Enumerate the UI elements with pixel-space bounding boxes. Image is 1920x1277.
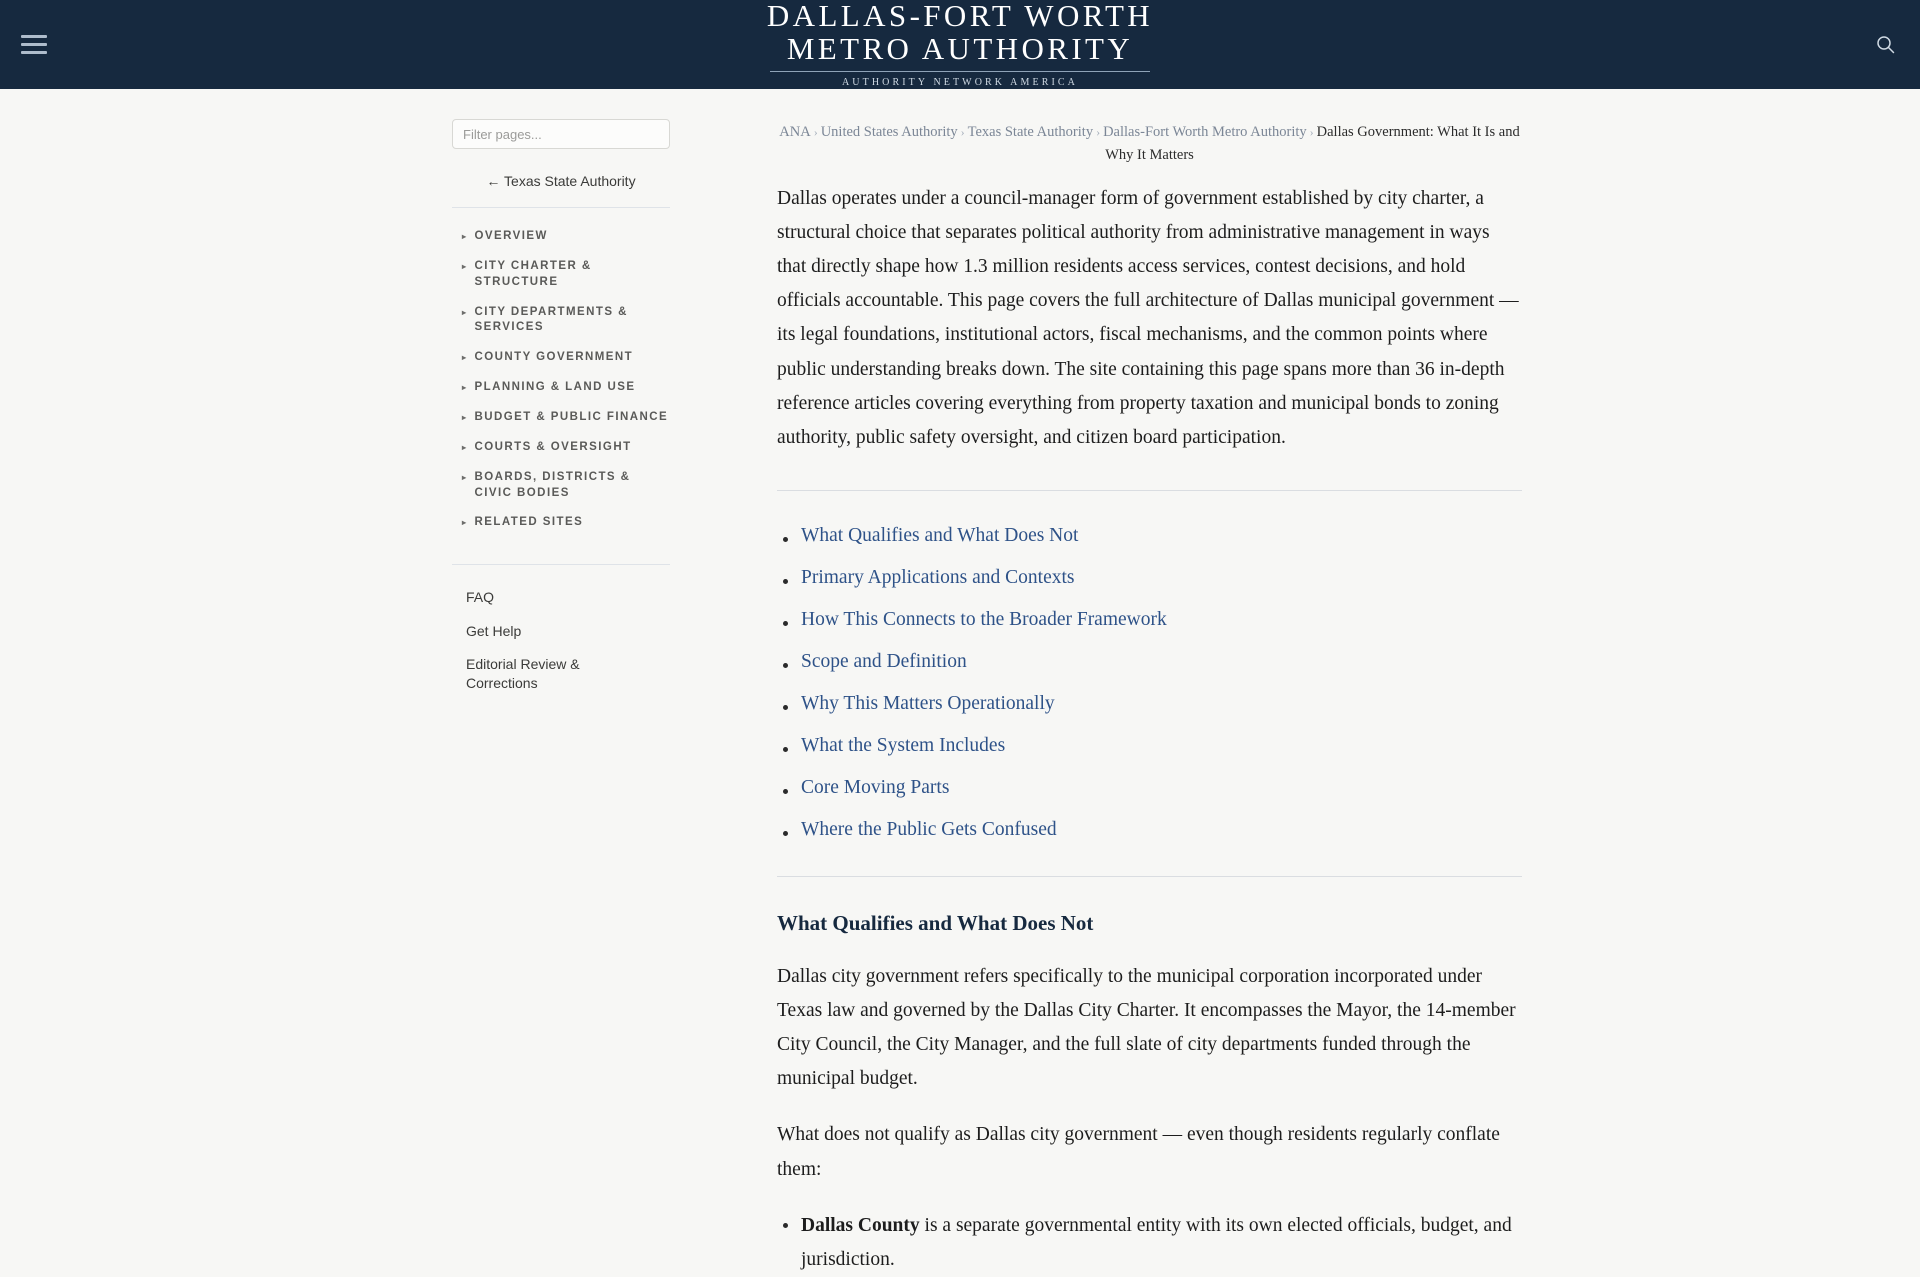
intro-paragraph: Dallas operates under a council-manager form of government established by city charter, a structural choice that separates political authority from administrative management in ways that directly shape how 1.3 million residents access services, contest decisions, and hold officials accountable. This page covers the full architecture of Dallas municipal government — its legal foundations, institutional actors, fiscal mechanisms, and the common points where public understanding breaks down. The site containing this page spans more than 36 in-depth reference articles covering everything from property taxation and municipal bonds to zoning authority, public safety oversight, and citizen board participation.: [777, 187, 1519, 448]
toc-link[interactable]: Why This Matters Operationally: [801, 692, 1055, 714]
search-icon[interactable]: [1868, 28, 1902, 62]
chevron-right-icon: ▸: [462, 232, 468, 241]
chevron-right-icon: ▸: [462, 518, 468, 528]
brand-divider: [770, 71, 1150, 72]
sidebar-item-label: BOARDS, DISTRICTS & CIVIC BODIES: [474, 470, 631, 499]
hamburger-menu-icon[interactable]: [16, 30, 52, 60]
section-paragraph-2: What does not qualify as Dallas city government — even though residents regularly conflate them:: [777, 1124, 1500, 1180]
section-heading: What Qualifies and What Does Not: [777, 910, 1094, 935]
filter-pages-input[interactable]: [452, 119, 670, 149]
list-item: [777, 735, 1522, 757]
sidebar-item-get-help[interactable]: Get Help: [466, 622, 522, 639]
site-title-line-2: METRO AUTHORITY: [786, 31, 1134, 66]
sidebar-item-label: BUDGET & PUBLIC FINANCE: [474, 411, 669, 424]
list-item: [777, 819, 1522, 841]
sidebar-item-city-departments-services[interactable]: [452, 298, 670, 344]
bullet-description: is a separate governmental entity with its own elected officials, budget, and jurisdiction.: [801, 1214, 1512, 1270]
list-item: [777, 609, 1522, 631]
bullet-term: Dallas County: [801, 1214, 920, 1236]
sidebar-nav-list: [452, 208, 670, 548]
page-shell: [0, 89, 1920, 1277]
toc-link[interactable]: What the System Includes: [801, 734, 1006, 756]
breadcrumb-link-dallas-fort-worth-metro-authority[interactable]: Dallas-Fort Worth Metro Authority: [1103, 124, 1307, 140]
list-item: [777, 1209, 1522, 1277]
breadcrumb-link-texas-state-authority[interactable]: Texas State Authority: [967, 124, 1094, 140]
list-item: [777, 777, 1522, 799]
list-item: [777, 525, 1522, 547]
breadcrumb-separator-icon: ›: [960, 125, 965, 139]
chevron-right-icon: ▸: [462, 413, 468, 423]
sidebar-item-label: COUNTY GOVERNMENT: [474, 351, 634, 364]
list-item: [777, 567, 1522, 589]
list-item: [777, 651, 1522, 673]
divider-below-toc: [777, 876, 1522, 877]
exclusions-list: [777, 1209, 1522, 1277]
sidebar: [452, 89, 670, 701]
sidebar-item-label: CITY CHARTER & STRUCTURE: [474, 259, 592, 288]
toc-link[interactable]: Scope and Definition: [801, 650, 967, 672]
toc-link[interactable]: What Qualifies and What Does Not: [801, 524, 1079, 546]
toc-link[interactable]: Primary Applications and Contexts: [801, 566, 1075, 588]
sidebar-item-city-charter-structure[interactable]: [452, 252, 670, 298]
sidebar-item-county-government[interactable]: [452, 343, 670, 373]
chevron-right-icon: ▸: [462, 353, 468, 363]
chevron-right-icon: ▸: [462, 383, 468, 393]
section-paragraph-1: Dallas city government refers specifically to the municipal corporation incorporated under Texas law and governed by the Dallas City Charter. It encompasses the Mayor, the 14-member City Council, the City Manager, and the full slate of city departments funded through the municipal budget.: [777, 965, 1516, 1090]
breadcrumb-link-ana[interactable]: ANA: [779, 124, 811, 140]
hamburger-bar: [21, 51, 47, 54]
sidebar-item-editorial-review-corrections[interactable]: Editorial Review & Corrections: [466, 655, 580, 692]
main-content: [777, 89, 1522, 1277]
divider-above-toc: [777, 490, 1522, 491]
chevron-right-icon: ▸: [462, 442, 468, 452]
site-header: [0, 0, 1920, 89]
toc-link[interactable]: Core Moving Parts: [801, 776, 950, 798]
sidebar-item-planning-land-use[interactable]: [452, 373, 670, 403]
breadcrumb-link-united-states-authority[interactable]: United States Authority: [820, 124, 958, 140]
sidebar-utility-list: [452, 565, 670, 700]
back-to-parent-link[interactable]: ← Texas State Authority: [486, 173, 636, 189]
sidebar-item-label: OVERVIEW: [474, 230, 548, 242]
sidebar-item-label: RELATED SITES: [474, 516, 584, 529]
sidebar-item-boards-districts-civic-bodies[interactable]: [452, 463, 670, 509]
chevron-right-icon: ▸: [462, 472, 468, 482]
table-of-contents: [777, 525, 1522, 841]
breadcrumb-separator-icon: ›: [1309, 125, 1314, 139]
sidebar-item-label: COURTS & OVERSIGHT: [474, 440, 632, 453]
chevron-right-icon: ▸: [462, 261, 468, 271]
breadcrumb-separator-icon: ›: [813, 125, 818, 139]
sidebar-item-budget-public-finance[interactable]: [452, 403, 670, 433]
sidebar-item-label: PLANNING & LAND USE: [474, 381, 636, 394]
chevron-right-icon: ▸: [462, 307, 468, 317]
list-item: [777, 693, 1522, 715]
sidebar-item-overview[interactable]: [452, 222, 670, 252]
site-branding: [767, 0, 1153, 90]
sidebar-item-faq[interactable]: FAQ: [466, 589, 495, 606]
hamburger-bar: [21, 35, 47, 38]
site-tagline: AUTHORITY NETWORK AMERICA: [841, 77, 1078, 89]
sidebar-item-courts-oversight[interactable]: [452, 433, 670, 463]
breadcrumb-current-page: Dallas Government: What It Is and Why It Matters: [1105, 124, 1520, 164]
breadcrumb: [777, 121, 1522, 168]
breadcrumb-separator-icon: ›: [1096, 125, 1101, 139]
toc-link[interactable]: How This Connects to the Broader Framework: [801, 608, 1167, 630]
sidebar-item-related-sites[interactable]: [452, 508, 670, 538]
toc-link[interactable]: Where the Public Gets Confused: [801, 818, 1057, 840]
site-title-line-1: DALLAS-FORT WORTH: [766, 0, 1154, 33]
hamburger-bar: [21, 43, 47, 46]
sidebar-item-label: CITY DEPARTMENTS & SERVICES: [474, 305, 628, 334]
